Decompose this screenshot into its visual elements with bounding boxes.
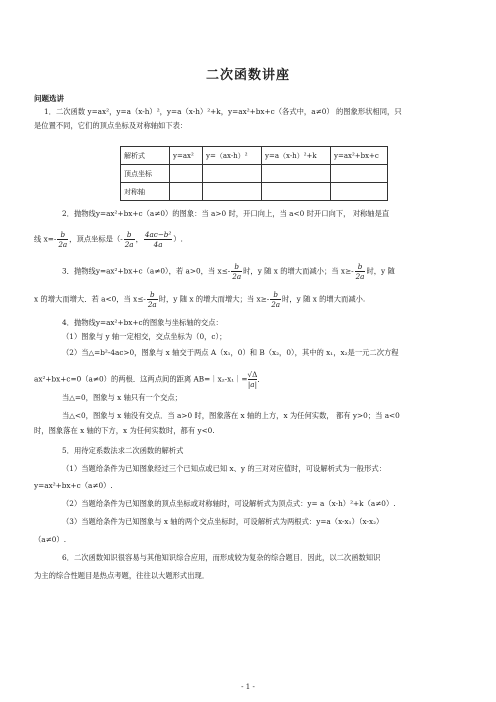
page-title: 二次函数讲座 [205, 68, 290, 83]
p4-item2-line1: （2）当△=b²-4ac>0，图象与 x 轴交于两点 A（x₁，0）和 B（x₂，0），其中的 x₁，x₂是一元二次方程 [62, 348, 399, 357]
p5-line5: （a≠0）. [34, 535, 67, 544]
frac-den: 2a [124, 240, 134, 249]
table-cell [170, 165, 203, 183]
frac-num: b [147, 290, 158, 300]
p4-item2-line2 [34, 370, 464, 389]
fraction-b-over-2a [57, 230, 68, 249]
text-run: 线 x=- [34, 234, 57, 244]
table-cell [331, 165, 388, 183]
p1-line2: 是位置不同，它们的顶点坐标及对称轴如下表： [34, 121, 188, 130]
frac-den: 2a [232, 272, 242, 281]
text-run: x 的增大而增大．若 a<0，当 x≤- [34, 294, 146, 304]
frac-den: 2a [355, 272, 365, 281]
table-row [121, 147, 388, 165]
fraction-b-over-2a [124, 230, 135, 249]
fraction-b-over-2a [355, 262, 366, 281]
table-cell: 顶点坐标 [121, 165, 170, 183]
frac-num: b [270, 290, 281, 300]
frac-den: 2a [271, 300, 281, 309]
table-cell [262, 165, 331, 183]
text-run: 时，y 随 x 的增大而减小. [282, 294, 366, 304]
frac-num: b [124, 230, 135, 240]
table-cell [262, 183, 331, 201]
p4-item3: 当△=0，图象与 x 轴只有一个交点； [62, 393, 182, 402]
table-cell [331, 183, 388, 201]
p3-line2 [34, 290, 464, 309]
p4-item4-line1: 当△<0，图象与 x 轴没有交点．当 a>0 时，图象落在 x 轴的上方，x 为任何实数， 都有 y>0；当 a<0 [62, 411, 400, 420]
text-run: 时，y 随 x 的增大而增大；当 x≥- [158, 294, 270, 304]
table-cell [203, 165, 262, 183]
p5-line2: y=ax²+bx+c（a≠0）. [34, 481, 113, 490]
p6-line1: 6．二次函数知识很容易与其他知识综合应用，而形成较为复杂的综合题目．因此，以二次函数知识 [62, 553, 381, 562]
text-run: ， [135, 234, 143, 244]
text-run: ）. [173, 234, 183, 244]
text-run: 时，y 随 [366, 266, 395, 276]
text-run: ax²+bx+c=0（a≠0）的两根．这两点间的距离 AB=｜x₂-x₁｜= [34, 374, 248, 384]
p5-line3: （2）当题给条件为已知图象的顶点坐标或对称轴时，可设解析式为顶点式：y= a（x-h）²+k（a≠0）. [62, 499, 396, 508]
table-cell: 解析式 [121, 147, 170, 165]
fraction-sqrt-delta-over-abs-a [248, 370, 258, 389]
p5-heading: 5．用待定系数法求二次函数的解析式 [62, 446, 184, 455]
p1-line1: 1．二次函数 y=ax²，y=a（x-h）²，y=a（x-h）²+k，y=ax²+bx+c（各式中，a≠0） 的图象形状相同，只 [44, 107, 402, 116]
frac-num: √Δ [247, 370, 258, 379]
table-cell [170, 183, 203, 201]
p4-heading: 4．抛物线y=ax²+bx+c的图象与坐标轴的交点： [62, 318, 223, 327]
table-cell: y=（ax-h）² [203, 147, 262, 165]
p2-line1: 2．抛物线y=ax²+bx+c（a≠0）的图象：当 a>0 时，开口向上，当 a<0 时开口向下， 对称轴是直 [62, 209, 390, 218]
text-run: 3．抛物线y=ax²+bx+c（a≠0），若 a>0，当 x≤- [62, 266, 231, 276]
table-cell: y=ax² [170, 147, 203, 165]
section-heading: 问题选讲 [34, 94, 64, 103]
p5-line1: （1）当题给条件为已知图象经过三个已知点或已知 x、y 的三对对应值时，可设解析式为一般形式： [62, 464, 386, 473]
p2-line2 [34, 230, 464, 249]
p5-line4: （3）当题给条件为已知图象与 x 轴的两个交点坐标时，可设解析式为两根式：y=a（x-x₁）（x-x₂） [62, 517, 384, 526]
fraction-b-over-2a [147, 290, 158, 309]
table-row [121, 183, 388, 201]
p6-line2: 为主的综合性题目是热点考题，往往以大题形式出现． [34, 571, 210, 580]
frac-num: 4ac−b² [144, 230, 172, 239]
p3-line1 [62, 262, 492, 281]
fraction-vertex-y [144, 230, 172, 249]
frac-num: b [355, 262, 366, 272]
page-number: - 1 - [241, 683, 255, 691]
fraction-b-over-2a [231, 262, 242, 281]
table-cell [203, 183, 262, 201]
frac-den: 4a [153, 240, 163, 249]
frac-den: 2a [58, 240, 68, 249]
p4-item1: （1）图象与 y 轴一定相交，交点坐标为（0，c）； [62, 332, 227, 341]
text-run: ． [257, 374, 265, 384]
frac-num: b [57, 230, 68, 240]
table-row [121, 165, 388, 183]
table-cell: 对称轴 [121, 183, 170, 201]
frac-den: |a| [247, 380, 257, 389]
table-cell: y=ax²+bx+c [331, 147, 388, 165]
table-cell: y=a（x-h）²+k [262, 147, 331, 165]
text-run: 时，y 随 x 的增大而减小；当 x≥- [243, 266, 354, 276]
frac-den: 2a [147, 300, 157, 309]
formula-table [120, 146, 388, 201]
p4-item4-line2: 时，图象落在 x 轴的下方，x 为任何实数时，都有 y<0. [34, 426, 215, 435]
text-run: ，顶点坐标是（- [69, 234, 123, 244]
fraction-b-over-2a [270, 290, 281, 309]
frac-num: b [231, 262, 242, 272]
